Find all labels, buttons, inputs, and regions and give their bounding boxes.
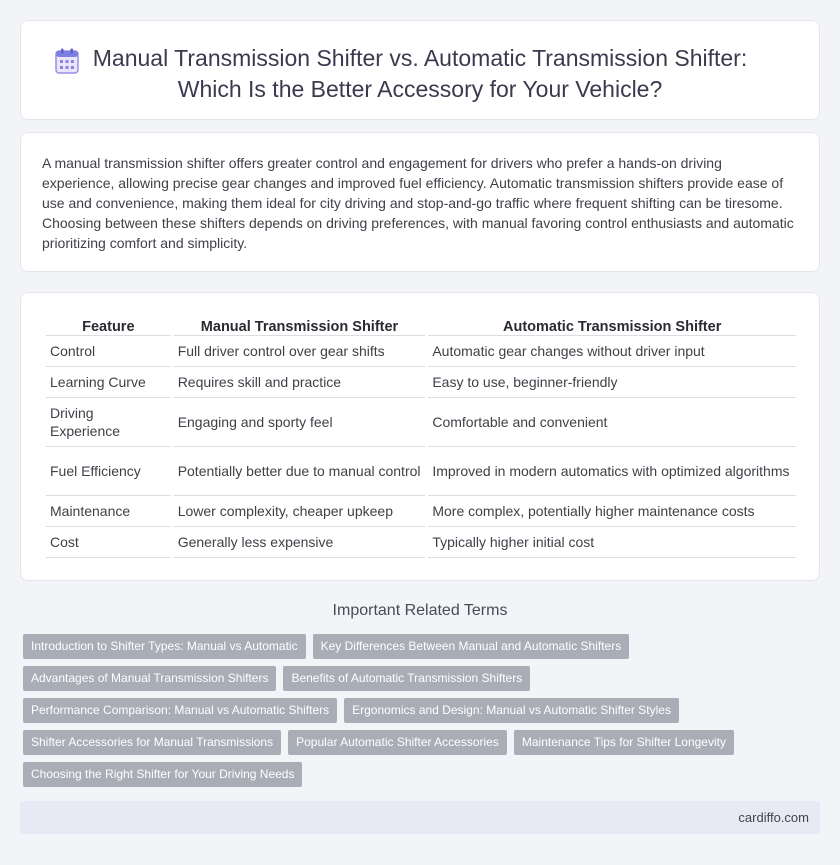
related-terms-list [23, 634, 813, 794]
table-row [46, 336, 796, 367]
feature-cell: Cost [46, 527, 171, 558]
automatic-cell: Automatic gear changes without driver input [428, 336, 796, 367]
table-row [46, 398, 796, 447]
table-header-row [46, 315, 796, 336]
table-row [46, 527, 796, 558]
related-terms-heading: Important Related Terms [332, 602, 508, 619]
page-title-line-2: Which Is the Better Accessory for Your Vehicle? [177, 76, 663, 102]
header-manual: Manual Transmission Shifter [174, 315, 426, 336]
related-term-tag[interactable]: Maintenance Tips for Shifter Longevity [514, 730, 734, 755]
feature-cell: Maintenance [46, 496, 171, 527]
manual-cell: Full driver control over gear shifts [174, 336, 426, 367]
feature-cell: Learning Curve [46, 367, 171, 398]
comparison-table [43, 315, 799, 558]
automatic-cell: Easy to use, beginner-friendly [428, 367, 796, 398]
related-term-tag[interactable]: Key Differences Between Manual and Automatic Shifters [313, 634, 630, 659]
summary-card [20, 132, 820, 272]
automatic-cell: More complex, potentially higher maintenance costs [428, 496, 796, 527]
page-title [21, 43, 819, 105]
related-term-tag[interactable]: Ergonomics and Design: Manual vs Automatic Shifter Styles [344, 698, 679, 723]
related-term-tag[interactable]: Advantages of Manual Transmission Shifters [23, 666, 276, 691]
page-title-line-1: Manual Transmission Shifter vs. Automatic Transmission Shifter: [92, 45, 748, 71]
table-row [46, 496, 796, 527]
related-term-tag[interactable]: Shifter Accessories for Manual Transmissions [23, 730, 281, 755]
related-term-tag[interactable]: Performance Comparison: Manual vs Automatic Shifters [23, 698, 337, 723]
manual-cell: Generally less expensive [174, 527, 426, 558]
automatic-cell: Typically higher initial cost [428, 527, 796, 558]
table-row [46, 447, 796, 496]
feature-cell: Control [46, 336, 171, 367]
manual-cell: Potentially better due to manual control [174, 447, 426, 496]
table-row [46, 367, 796, 398]
related-term-tag[interactable]: Choosing the Right Shifter for Your Driving Needs [23, 762, 302, 787]
footer-site-link[interactable]: cardiffo.com [738, 810, 809, 825]
feature-cell: Driving Experience [46, 398, 171, 447]
header-feature: Feature [46, 315, 171, 336]
footer-bar [20, 801, 820, 834]
manual-cell: Lower complexity, cheaper upkeep [174, 496, 426, 527]
header-automatic: Automatic Transmission Shifter [428, 315, 796, 336]
manual-cell: Requires skill and practice [174, 367, 426, 398]
automatic-cell: Improved in modern automatics with optimized algorithms [428, 447, 796, 496]
manual-cell: Engaging and sporty feel [174, 398, 426, 447]
related-term-tag[interactable]: Benefits of Automatic Transmission Shifters [283, 666, 530, 691]
feature-cell: Fuel Efficiency [46, 447, 171, 496]
related-term-tag[interactable]: Popular Automatic Shifter Accessories [288, 730, 507, 755]
related-term-tag[interactable]: Introduction to Shifter Types: Manual vs Automatic [23, 634, 306, 659]
automatic-cell: Comfortable and convenient [428, 398, 796, 447]
summary-paragraph: A manual transmission shifter offers greater control and engagement for drivers who prefer a hands-on driving experience, allowing precise gear changes and improved fuel efficiency. Automatic transmission shifters provide ease of use and convenience, making them ideal for city driving and stop-and-go traffic where frequent shifting can be tiresome. Choosing between these shifters depends on driving preferences, with manual favoring control enthusiasts and automatic prioritizing comfort and simplicity. [42, 155, 794, 251]
comparison-table-card [20, 292, 820, 581]
title-card [20, 20, 820, 120]
